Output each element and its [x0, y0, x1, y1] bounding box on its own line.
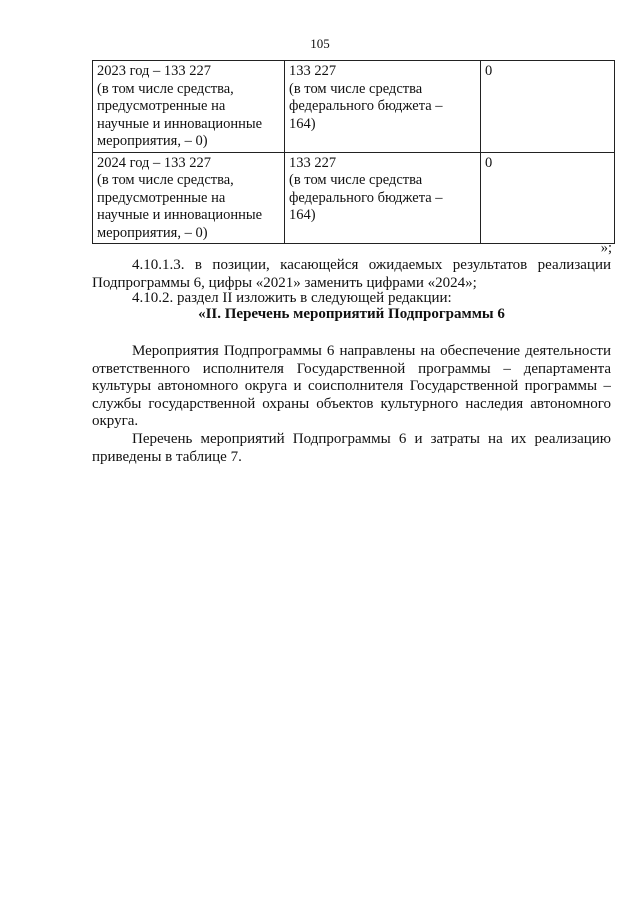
cell-line: предусмотренные на [97, 98, 226, 114]
cell-line: 0 [485, 154, 493, 171]
paragraph-line: культуры автономного округа и соисполнителя Государственной программы – [92, 378, 611, 395]
cell-line: (в том числе средства, [97, 80, 234, 97]
cell-line: мероприятия, – 0) [97, 133, 208, 149]
table-cell-year-total [93, 61, 285, 153]
section-heading: «II. Перечень мероприятий Подпрограммы 6 [198, 306, 505, 322]
table-cell-year-total [93, 152, 285, 244]
cell-line: (в том числе средства [289, 80, 423, 97]
paragraph-line: приведены в таблице 7. [92, 448, 242, 465]
paragraph-4-10-1-3 [92, 257, 611, 292]
cell-line: (в том числе средства [289, 172, 423, 188]
cell-line: 2024 год – 133 227 [97, 154, 212, 171]
cell-line: предусмотренные на [97, 189, 226, 206]
table-cell-zero [481, 61, 615, 153]
cell-line: 164) [289, 207, 316, 223]
cell-line: 0 [485, 63, 493, 79]
cell-line: (в том числе средства, [97, 172, 234, 188]
cell-line: 133 227 [289, 63, 337, 79]
paragraph-measures [92, 343, 611, 431]
paragraph-line: округа. [92, 413, 139, 430]
table-cell-amount [285, 61, 481, 153]
table-cell-zero [481, 152, 615, 244]
paragraph-line: 4.10.1.3. в позиции, касающейся ожидаемых результатов реализации [132, 257, 611, 273]
closing-quote-mark: »; [600, 240, 612, 256]
cell-line: федерального бюджета – [289, 189, 443, 206]
cell-line: 133 227 [289, 154, 337, 171]
page-number: 105 [310, 36, 330, 51]
paragraph-4-10-2 [92, 290, 611, 308]
paragraph-line: 4.10.2. раздел II изложить в следующей редакции: [132, 290, 452, 306]
paragraph-line: службы государственной охраны объектов культурного наследия автономного [92, 395, 611, 412]
table-row [93, 152, 615, 244]
cell-line: 2023 год – 133 227 [97, 63, 212, 79]
cell-line: научные и инновационные [97, 115, 263, 132]
paragraph-measures-list [92, 431, 611, 466]
cell-line: 164) [289, 115, 316, 132]
paragraph-line: Подпрограммы 6, цифры «2021» заменить цифрами «2024»; [92, 274, 477, 291]
cell-line: мероприятия, – 0) [97, 224, 208, 241]
cell-line: научные и инновационные [97, 207, 263, 223]
cell-line: федерального бюджета – [289, 98, 443, 114]
table-cell-amount [285, 152, 481, 244]
budget-table [92, 60, 615, 244]
paragraph-line: Мероприятия Подпрограммы 6 направлены на обеспечение деятельности [132, 343, 611, 359]
table-row [93, 61, 615, 153]
paragraph-line: Перечень мероприятий Подпрограммы 6 и затраты на их реализацию [132, 431, 611, 447]
paragraph-line: ответственного исполнителя Государственной программы – департамента [92, 360, 611, 377]
